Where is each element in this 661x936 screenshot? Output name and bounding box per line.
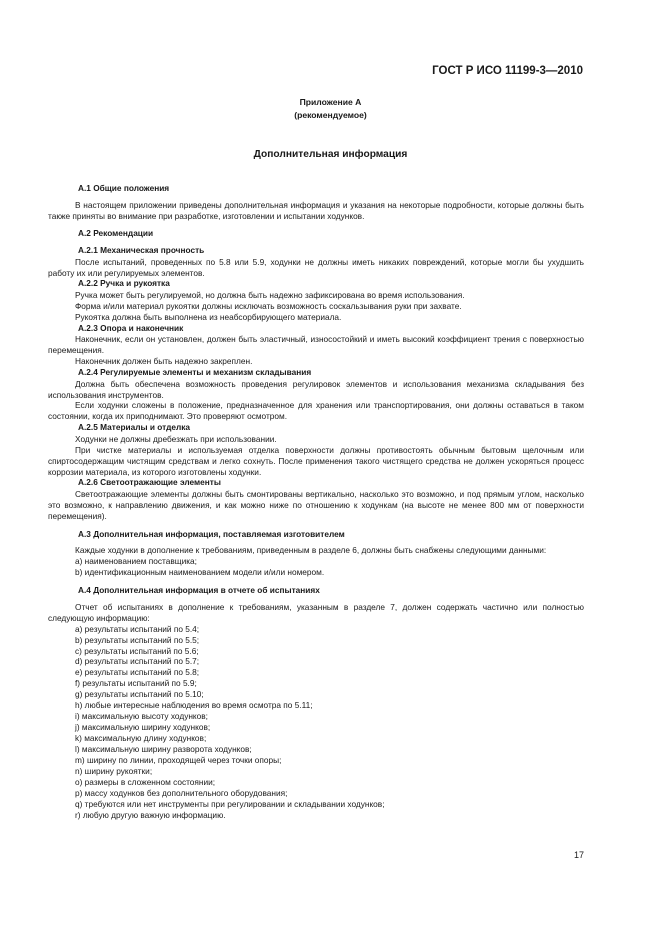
list-item: c) результаты испытаний по 5.6; (75, 645, 199, 656)
section-a21-text: После испытаний, проведенных по 5.8 или 5.9, ходунки не должны иметь никаких повреждений, которые могли бы ухудшить работу их или регулируемых элементов. (48, 256, 584, 278)
section-a22-p3: Рукоятка должна быть выполнена из неабсорбирующего материала. (75, 311, 342, 322)
section-a23-p2: Наконечник должен быть надежно закреплен. (75, 356, 253, 367)
section-a24-p1: Должна быть обеспечена возможность проведения регулировок элементов и использования механизма складывания без использования инструментов. (48, 378, 584, 400)
list-item: b) результаты испытаний по 5.5; (75, 634, 200, 645)
list-item: m) ширину по линии, проходящей через точки опоры; (75, 755, 282, 766)
section-a3-text: Каждые ходунки в дополнение к требованиям, приведенным в разделе 6, должны быть снабжены следующими данными: (75, 545, 547, 556)
standard-code: ГОСТ Р ИСО 11199-3—2010 (432, 65, 583, 77)
section-a24-heading: А.2.4 Регулируемые элементы и механизм складывания (78, 367, 312, 378)
list-item: l) максимальную ширину разворота ходунков; (75, 744, 252, 755)
list-item: a) наименованием поставщика; (75, 556, 197, 567)
annex-title: Приложение А (299, 97, 362, 107)
list-item: i) максимальную высоту ходунков; (75, 711, 208, 722)
annex-body (48, 180, 584, 821)
section-a3-heading: А.3 Дополнительная информация, поставляемая изготовителем (78, 528, 345, 539)
list-item: p) массу ходунков без дополнительного оборудования; (75, 787, 288, 798)
section-a23-heading: А.2.3 Опора и наконечник (78, 322, 184, 333)
list-item: r) любую другую важную информацию. (75, 809, 226, 820)
annex-heading (0, 96, 661, 122)
section-a25-heading: А.2.5 Материалы и отделка (78, 422, 191, 433)
section-a1-text: В настоящем приложении приведены дополнительная информация и указания на некоторые подробности, которые должны быть также приняты во внимание при разработке, изготовлении и испытании ходунков. (48, 199, 584, 221)
section-a22-heading: А.2.2 Ручка и рукоятка (78, 278, 170, 289)
section-a4-text: Отчет об испытаниях в дополнение к требованиям, указанным в разделе 7, должен содержать частично или полностью следующую информацию: (48, 601, 584, 623)
list-item: e) результаты испытаний по 5.8; (75, 667, 200, 678)
list-item: g) результаты испытаний по 5.10; (75, 689, 204, 700)
section-a26-heading: А.2.6 Светоотражающие элементы (78, 477, 221, 488)
list-item: o) размеры в сложенном состоянии; (75, 776, 216, 787)
list-item: h) любые интересные наблюдения во время осмотра по 5.11; (75, 700, 313, 711)
list-item: b) идентификационным наименованием модели и/или номером. (75, 567, 325, 578)
page-number: 17 (573, 850, 584, 860)
list-item: a) результаты испытаний по 5.4; (75, 623, 200, 634)
annex-status: (рекомендуемое) (294, 110, 367, 120)
section-a25-p1: Ходунки не должны дребезжать при использовании. (75, 433, 277, 444)
section-a4-heading: А.4 Дополнительная информация в отчете об испытаниях (78, 585, 320, 596)
section-a24-p2: Если ходунки сложены в положение, предназначенное для хранения или транспортирования, они должны оставаться в таком состоянии, когда их приподнимают. Это проверяют осмотром. (48, 400, 584, 422)
section-a23-p1: Наконечник, если он установлен, должен быть эластичный, износостойкий и иметь высокий коэффициент трения с поверхностью перемещения. (48, 334, 584, 356)
list-item: k) максимальную длину ходунков; (75, 733, 207, 744)
list-item: d) результаты испытаний по 5.7; (75, 656, 200, 667)
list-item: n) ширину рукоятки; (75, 765, 153, 776)
list-item: q) требуются или нет инструменты при регулировании и складывании ходунков; (75, 798, 385, 809)
section-a26-text: Светоотражающие элементы должны быть смонтированы вертикально, насколько это возможно, и под прямым углом, насколько это возможно, к направлению движения, и как можно ниже по отношению к ходункам (на высоте не менее 800 мм от поверхности перемещения). (48, 489, 584, 521)
section-a1-heading: А.1 Общие положения (78, 183, 170, 193)
section-a22-p1: Ручка может быть регулируемой, но должна быть надежно зафиксирована во время использования. (75, 290, 465, 300)
section-a21-heading: А.2.1 Механическая прочность (78, 245, 205, 255)
main-title: Дополнительная информация (253, 149, 408, 160)
section-a25-p2: При чистке материалы и используемая отделка поверхности должны противостоять обычным бытовым щелочным или спиртосодержащим чистящим средствам и легко сохнуть. После применения такого чистящего средства не должен ускоряться процесс коррозии материала, из которого изготовлены ходунки. (48, 444, 584, 477)
section-a2-heading: А.2 Рекомендации (78, 228, 154, 239)
section-a22-p2: Форма и/или материал рукоятки должны исключать возможность соскальзывания руки при захвате. (75, 300, 462, 311)
list-item: f) результаты испытаний по 5.9; (75, 678, 197, 689)
list-item: j) максимальную ширину ходунков; (75, 722, 211, 733)
